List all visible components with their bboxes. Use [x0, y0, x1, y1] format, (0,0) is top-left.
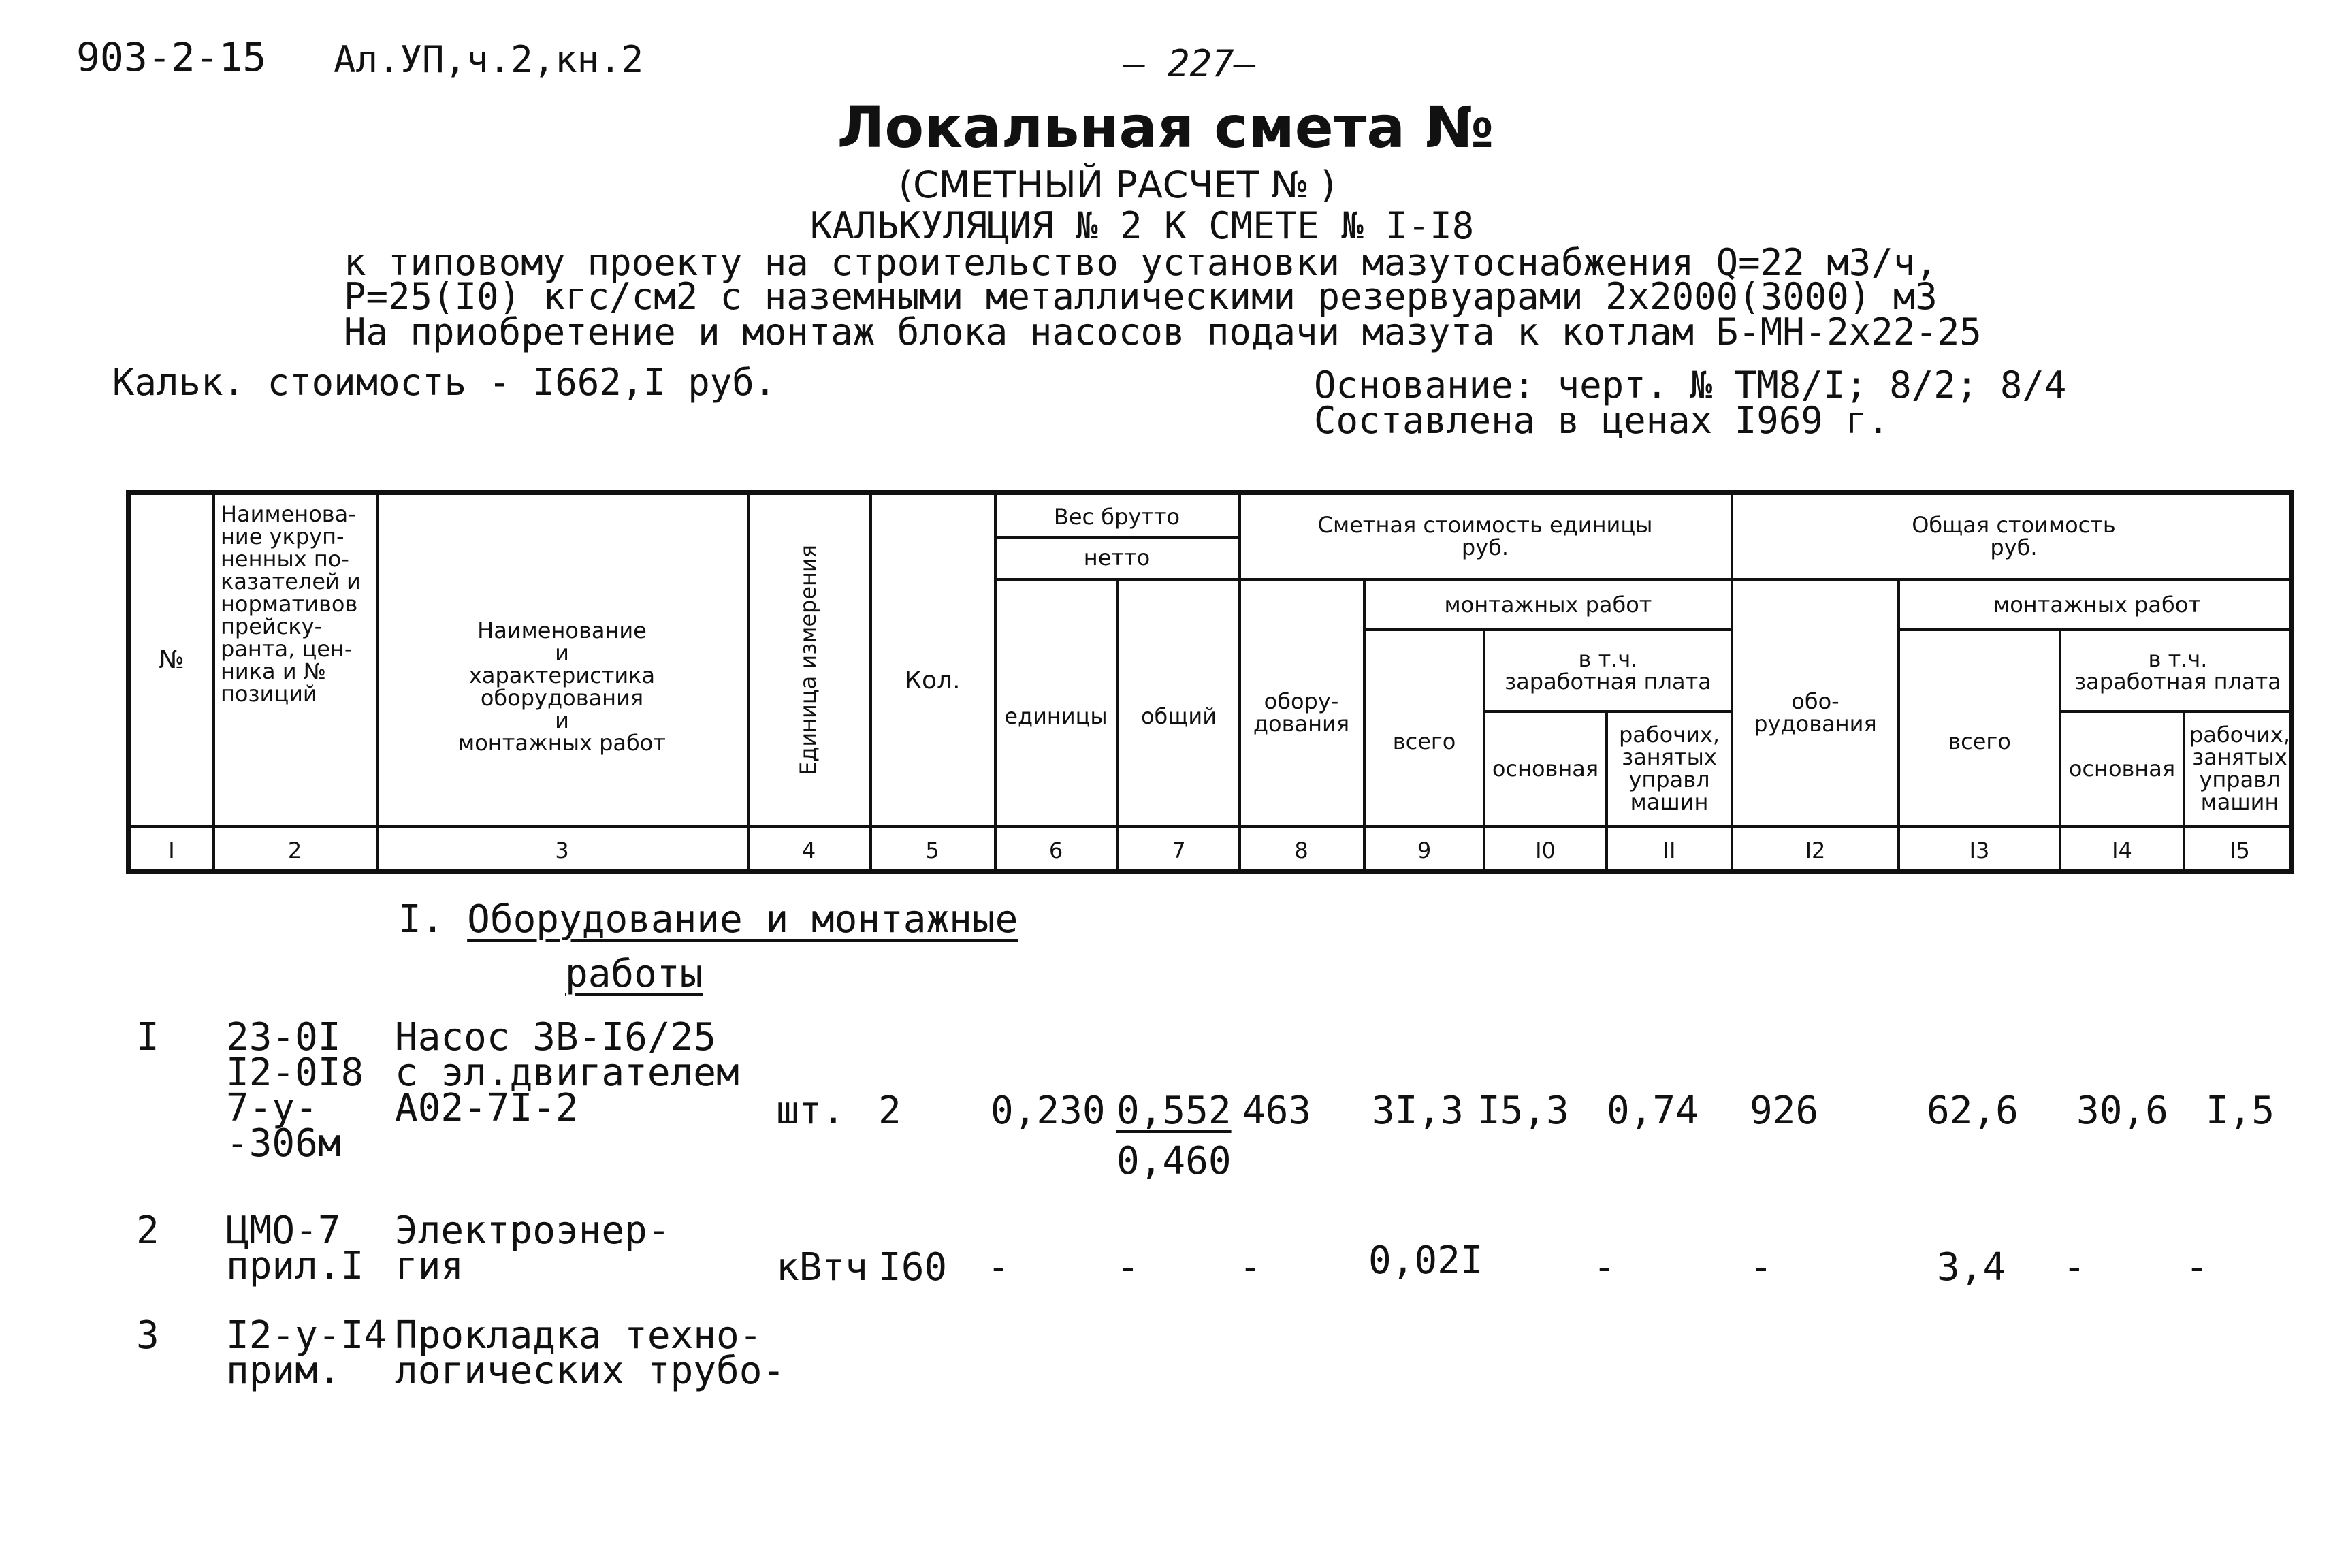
- row-name: [395, 1313, 786, 1393]
- row-name: [395, 1015, 739, 1130]
- row-quantity: I60: [878, 1245, 948, 1290]
- row-name-line: с эл.двигателем: [395, 1051, 739, 1095]
- column-number-7: 7: [1172, 837, 1186, 863]
- row-unit-cost-total: 0,02I: [1368, 1238, 1483, 1283]
- row-unit-cost-equipment: -: [1239, 1245, 1262, 1290]
- header-unit-cost-installation: монтажных работ: [1444, 591, 1652, 618]
- basis-note: [1314, 364, 2067, 442]
- section-heading-continued: [565, 952, 703, 996]
- row-total-basic: 30,6: [2076, 1089, 2168, 1133]
- header-no: №: [159, 645, 184, 674]
- header-unit-cost-wage: в т.ч. заработная плата: [1505, 646, 1711, 694]
- column-number-9: 9: [1417, 837, 1432, 863]
- row-name-line: гия: [395, 1244, 464, 1288]
- row-total-equipment: 926: [1750, 1089, 1819, 1133]
- header-unit-cost-total: всего: [1392, 728, 1456, 754]
- estimate-subtitle: (СМЕТНЫЙ РАСЧЕТ № ): [899, 163, 1336, 206]
- column-number-14: I4: [2112, 837, 2132, 863]
- row-total-basic: -: [2063, 1245, 2086, 1290]
- column-number-8: 8: [1294, 837, 1308, 863]
- header-weight-total: общий: [1140, 703, 1217, 729]
- header-total-cost-installation: монтажных работ: [1993, 591, 2201, 618]
- header-unit-cost-basic: основная: [1492, 755, 1599, 782]
- row-code-line: I2-0I8: [226, 1051, 364, 1095]
- row-total-cost: 62,6: [1927, 1089, 2019, 1133]
- header-price-list-reference: Наименова- ние укруп- ненных по- казателей и нормативов прейску- ранта, цен- ника и № позиций: [221, 501, 361, 707]
- page-title: Локальная смета №: [837, 94, 1494, 161]
- header-unit-cost-equipment: обору- дования: [1253, 688, 1350, 737]
- row-code-line: ЦМО-7: [226, 1209, 341, 1253]
- column-number-6: 6: [1048, 837, 1063, 863]
- row-name-line: Прокладка техно-: [395, 1313, 762, 1358]
- header-total-cost: Общая стоимость руб.: [1912, 512, 2116, 560]
- header-total-cost-basic: основная: [2068, 755, 2176, 782]
- header-weight-unit: единицы: [1004, 703, 1108, 729]
- header-unit-label: Единица измерения: [795, 544, 822, 775]
- row-unit: кВтч: [776, 1245, 868, 1290]
- row-code: [226, 1015, 364, 1166]
- section-heading: [398, 897, 1018, 942]
- row-name-line: Насос 3В-I6/25: [395, 1015, 717, 1059]
- row-code-line: 23-0I: [226, 1015, 341, 1059]
- row-name-line: Электроэнер-: [395, 1209, 671, 1253]
- header-weight-gross: Вес брутто: [1053, 503, 1180, 530]
- header-total-cost-wage: в т.ч. заработная плата: [2074, 646, 2281, 694]
- description-line-3: На приобретение и монтаж блока насосов подачи мазута к котлам Б-МН-2х22-25: [344, 310, 1982, 353]
- row-unit-cost-basic: I5,3: [1477, 1089, 1569, 1133]
- calculation-subtitle: КАЛЬКУЛЯЦИЯ № 2 К СМЕТЕ № I-I8: [810, 204, 1475, 247]
- row-number: 3: [136, 1313, 159, 1358]
- row-unit: шт.: [776, 1089, 846, 1133]
- header-unit: [748, 495, 869, 825]
- price-year: Составлена в ценах I969 г.: [1314, 399, 1890, 442]
- row-weight-unit: -: [987, 1245, 1010, 1290]
- row-unit-cost-total: 3I,3: [1372, 1089, 1464, 1133]
- row-name: [395, 1209, 671, 1288]
- section-title-line-1: Оборудование и монтажные: [467, 897, 1018, 942]
- row-total-machine: -: [2185, 1245, 2208, 1290]
- row-code-line: 7-у-: [226, 1086, 318, 1130]
- album-reference: Ал.УП,ч.2,кн.2: [334, 38, 644, 81]
- row-unit-cost-machine: 0,74: [1607, 1089, 1699, 1133]
- row-code-line: I2-у-I4: [226, 1313, 387, 1358]
- column-number-13: I3: [1969, 837, 1990, 863]
- row-code: [226, 1313, 387, 1393]
- row-total-machine: I,5: [2206, 1089, 2275, 1133]
- row-name-line: логических трубо-: [395, 1349, 786, 1393]
- description-line-2: Р=25(I0) кгс/см2 с наземными металлическими резервуарами 2х2000(3000) м3: [344, 275, 1938, 318]
- description-line-1: к типовому проекту на строительство установки мазутоснабжения Q=22 м3/ч,: [344, 241, 1938, 284]
- table-header: [126, 490, 2294, 874]
- row-code-line: прим.: [226, 1349, 341, 1393]
- row-total-equipment: -: [1750, 1245, 1773, 1290]
- row-unit-cost-basic: -: [1593, 1245, 1616, 1290]
- row-weight-total: 0,552: [1116, 1089, 1232, 1133]
- row-weight-net: 0,460: [1116, 1139, 1232, 1183]
- header-unit-cost-machine: рабочих, занятых управл машин: [1618, 722, 1720, 815]
- calculated-cost: Кальк. стоимость - I662,I руб.: [112, 361, 777, 404]
- row-quantity: 2: [878, 1089, 901, 1133]
- page-number: — 227—: [1123, 42, 1257, 85]
- row-unit-cost-equipment: 463: [1242, 1089, 1312, 1133]
- row-code-line: прил.I: [226, 1244, 364, 1288]
- basis-drawings: Основание: черт. № ТМ8/I; 8/2; 8/4: [1314, 364, 2067, 406]
- header-weight-net: нетто: [1083, 544, 1151, 571]
- row-weight-total: -: [1116, 1245, 1140, 1290]
- column-number-15: I5: [2230, 837, 2250, 863]
- row-number: 2: [136, 1209, 159, 1253]
- row-number: I: [136, 1015, 159, 1059]
- header-total-cost-equipment: обо- рудования: [1754, 688, 1877, 737]
- header-total-cost-total: всего: [1948, 728, 2011, 754]
- row-total-cost: 3,4: [1937, 1245, 2006, 1290]
- column-number-2: 2: [287, 837, 302, 863]
- row-weight-unit: 0,230: [991, 1089, 1106, 1133]
- section-title-line-2: работы: [565, 952, 703, 996]
- header-unit-cost: Сметная стоимость единицы руб.: [1317, 512, 1653, 560]
- column-number-4: 4: [801, 837, 816, 863]
- header-total-cost-machine: рабочих, занятых управл машин: [2189, 722, 2291, 815]
- header-name-and-characteristics: Наименование и характеристика оборудования и монтажных работ: [458, 618, 666, 756]
- column-number-5: 5: [925, 837, 939, 863]
- row-code-line: -306м: [226, 1121, 341, 1166]
- section-number: I.: [398, 897, 445, 942]
- row-code: [226, 1209, 364, 1288]
- row-name-line: А02-7I-2: [395, 1086, 579, 1130]
- column-number-3: 3: [555, 837, 569, 863]
- column-number-10: I0: [1535, 837, 1556, 863]
- column-number-11: II: [1662, 837, 1676, 863]
- column-number-12: I2: [1805, 837, 1826, 863]
- column-number-1: I: [168, 837, 175, 863]
- header-quantity: Кол.: [904, 666, 961, 694]
- document-code: 903-2-15: [76, 34, 267, 80]
